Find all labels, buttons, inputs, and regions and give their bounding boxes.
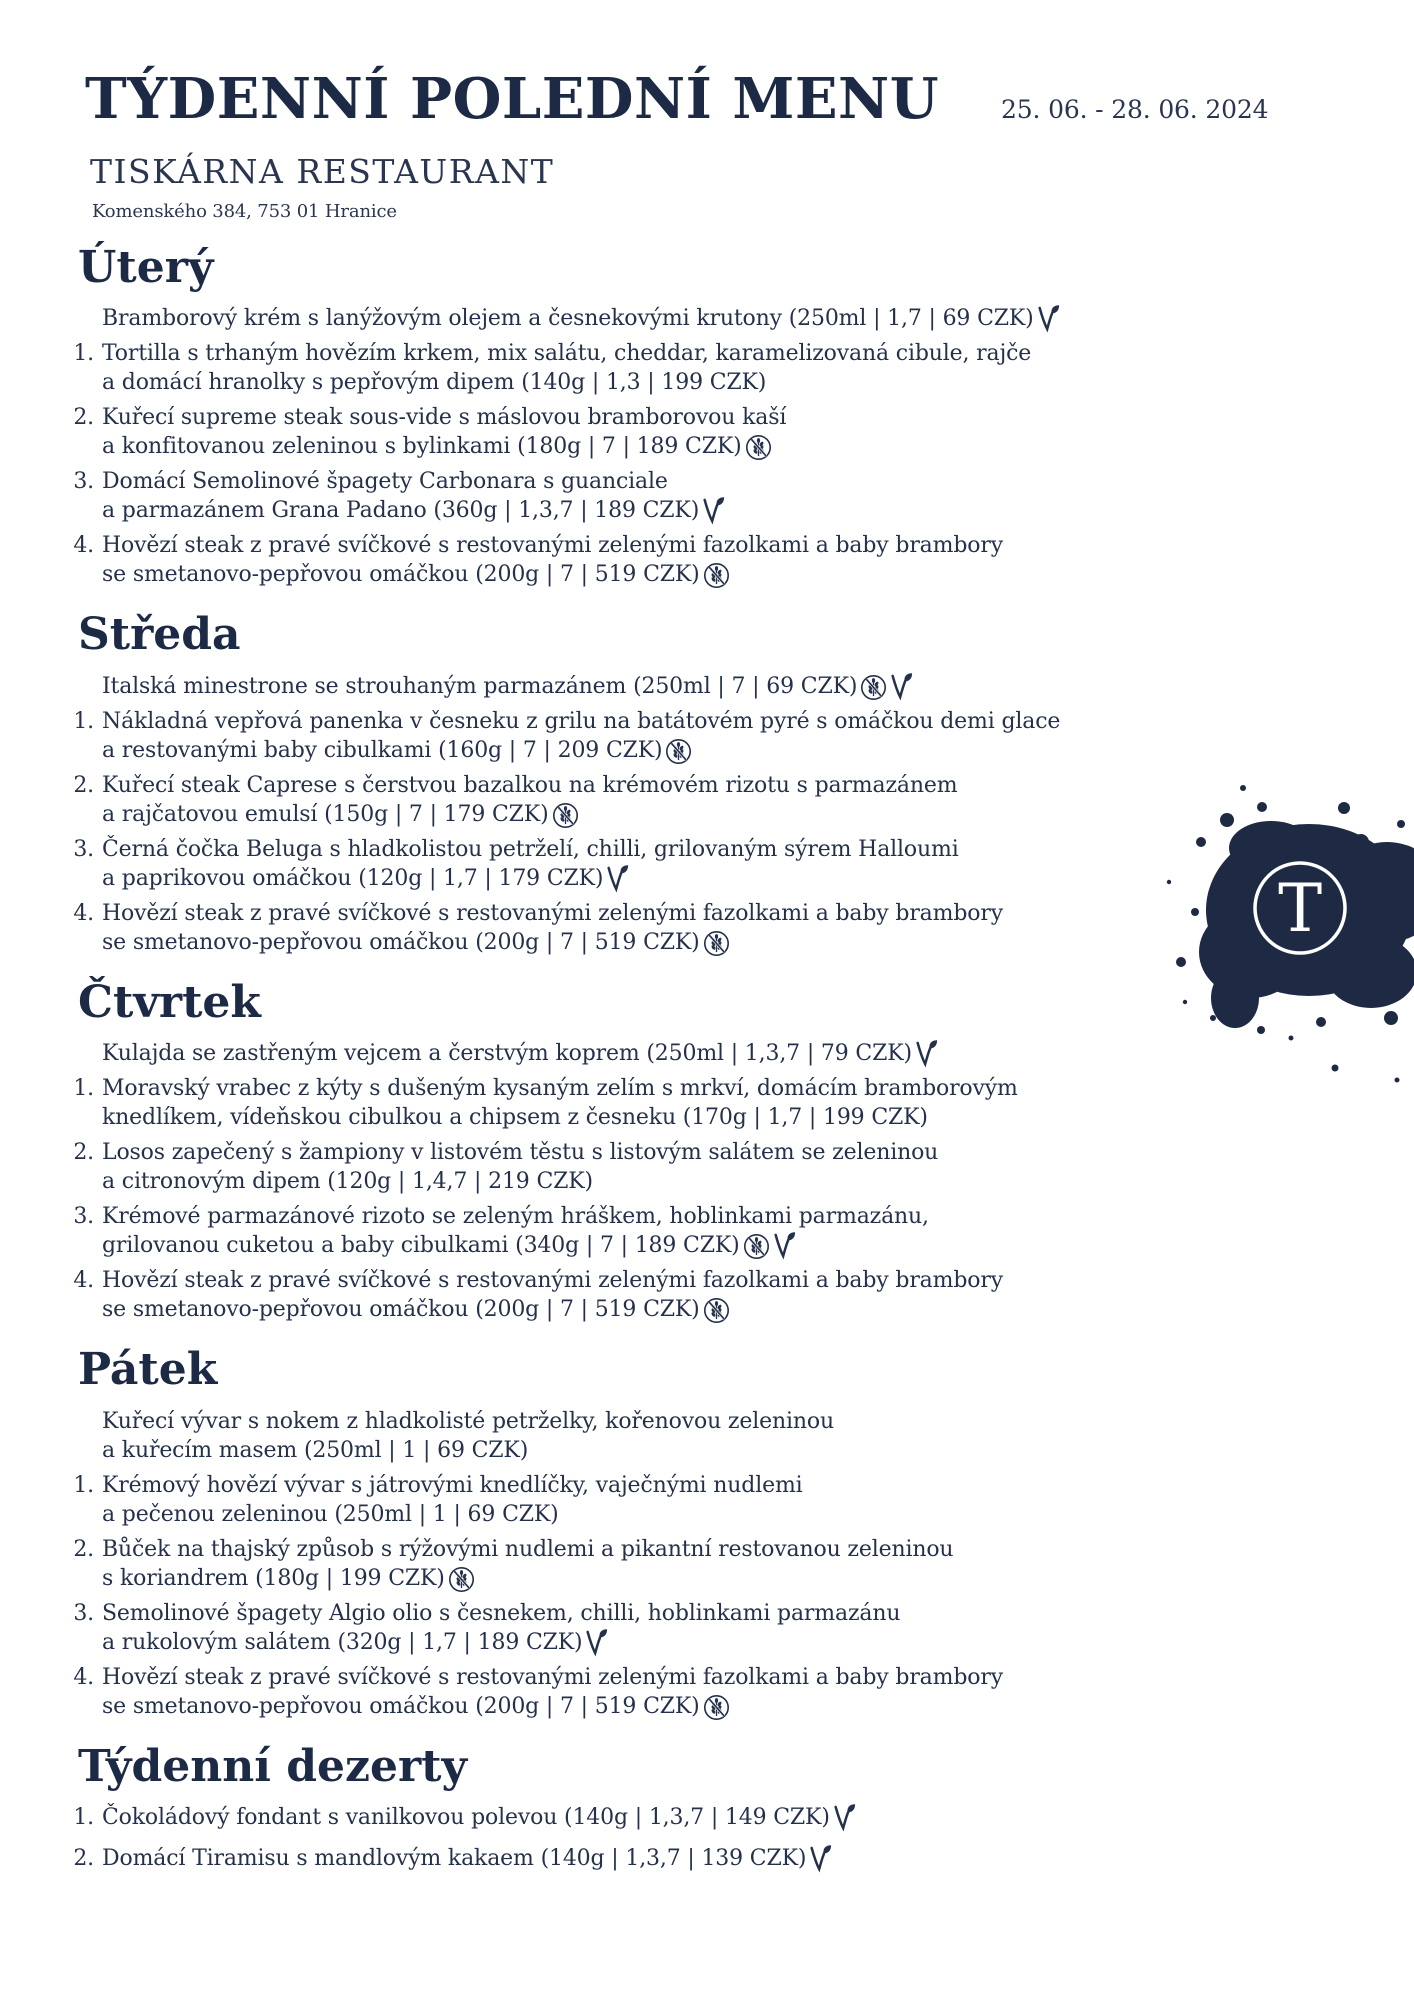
item-line (102, 531, 1282, 560)
item-number: 2. (73, 1536, 94, 1562)
item-text (102, 672, 1282, 701)
item-line-text: Domácí Tiramisu s mandlovým kakaem (140g | 1,3,7 | 139 CZK) (102, 1845, 807, 1871)
item-line (102, 339, 1282, 368)
restaurant-name: TISKÁRNA RESTAURANT (90, 152, 555, 191)
item-line (102, 1039, 1282, 1068)
item-line-text: Bramborový krém s lanýžovým olejem a česnekovými krutony (250ml | 1,7 | 69 CZK) (102, 306, 1034, 332)
item-number: 1. (73, 1076, 94, 1102)
vegetarian-leaf-icon (809, 1844, 832, 1873)
vegetarian-leaf-icon (773, 1231, 796, 1260)
item-line-text: Semolinové špagety Algio olio s česnekem, chilli, hoblinkami parmazánu (102, 1600, 901, 1626)
item-number: 4. (73, 533, 94, 559)
crossed-wheat-icon (665, 738, 692, 765)
section-friday (64, 1346, 1374, 1720)
item-text (102, 1039, 1282, 1068)
item-line-text: a paprikovou omáčkou (120g | 1,7 | 179 CZK) (102, 865, 604, 891)
item-line-text: Krémový hovězí vývar s játrovými knedlíčky, vaječnými nudlemi (102, 1472, 803, 1498)
soup-item (64, 304, 1374, 333)
item-line (102, 800, 1282, 829)
menu-sections (0, 244, 1414, 1873)
logo-letter-t: T (1278, 870, 1322, 947)
item-number (64, 1407, 102, 1465)
item-text (102, 304, 1282, 333)
item-line-text: Tortilla s trhaným hovězím krkem, mix salátu, cheddar, karamelizovaná cibule, rajče (102, 341, 1032, 367)
item-line (102, 1266, 1282, 1295)
section-title-tuesday: Úterý (78, 242, 214, 293)
item-line (102, 1535, 1282, 1564)
menu-item (64, 1844, 1374, 1873)
menu-item (64, 1663, 1374, 1721)
menu-item (64, 899, 1374, 957)
crossed-wheat-icon (552, 802, 579, 829)
item-line-text: se smetanovo-pepřovou omáčkou (200g | 7 | 519 CZK) (102, 562, 700, 588)
item-line-text: Kuřecí steak Caprese s čerstvou bazalkou na krémovém rizotu s parmazánem (102, 772, 958, 798)
item-line-text: Kuřecí vývar s nokem z hladkolisté petrželky, kořenovou zeleninou (102, 1408, 834, 1434)
crossed-wheat-icon (860, 674, 887, 701)
menu-item (64, 339, 1374, 397)
item-line (102, 1564, 1282, 1593)
date-range: 25. 06. - 28. 06. 2024 (1001, 95, 1269, 124)
vegetarian-leaf-icon (1037, 304, 1060, 333)
section-title-desserts: Týdenní dezerty (78, 1740, 468, 1792)
item-text (102, 403, 1282, 461)
menu-item (64, 1266, 1374, 1324)
item-text (102, 1074, 1282, 1132)
item-line-text: Bůček na thajský způsob s rýžovými nudlemi a pikantní restovanou zeleninou (102, 1536, 954, 1562)
item-number: 4. (73, 900, 94, 926)
menu-item (64, 467, 1374, 525)
title-row (85, 66, 1414, 132)
crossed-wheat-icon (703, 1297, 730, 1324)
item-line-text: a citronovým dipem (120g | 1,4,7 | 219 CZK) (102, 1169, 593, 1195)
item-line-text: Kulajda se zastřeným vejcem a čerstvým koprem (250ml | 1,3,7 | 79 CZK) (102, 1041, 912, 1067)
item-line (102, 1407, 1282, 1436)
item-line-text: a kuřecím masem (250ml | 1 | 69 CZK) (102, 1437, 529, 1463)
item-line (102, 1202, 1282, 1231)
item-text (102, 771, 1282, 829)
item-line-text: a restovanými baby cibulkami (160g | 7 | 209 CZK) (102, 737, 663, 763)
item-text (102, 1803, 1282, 1832)
item-number: 4. (73, 1664, 94, 1690)
page-header (0, 0, 1414, 222)
menu-item (64, 1074, 1374, 1132)
item-line (102, 771, 1282, 800)
vegetarian-leaf-icon (890, 672, 913, 701)
item-line (102, 928, 1282, 957)
item-number: 3. (73, 836, 94, 862)
item-text (102, 707, 1282, 765)
item-number: 2. (73, 405, 94, 431)
vegetarian-leaf-icon (606, 864, 629, 893)
item-text (102, 467, 1282, 525)
item-line (102, 1167, 1282, 1196)
item-text (102, 1663, 1282, 1721)
item-line (102, 1692, 1282, 1721)
section-title-wednesday: Středa (78, 609, 241, 661)
soup-item (64, 1407, 1374, 1465)
item-line (102, 560, 1282, 589)
item-line-text: Hovězí steak z pravé svíčkové s restovanými zelenými fazolkami a baby brambory (102, 1268, 1003, 1294)
item-line-text: Nákladná vepřová panenka v česneku z grilu na batátovém pyré s omáčkou demi glace (102, 708, 1061, 734)
item-line (102, 1663, 1282, 1692)
item-text (102, 1407, 1282, 1465)
crossed-wheat-icon (703, 930, 730, 957)
item-line-text: Hovězí steak z pravé svíčkové s restovanými zelenými fazolkami a baby brambory (102, 533, 1003, 559)
item-line-text: Losos zapečený s žampiony v listovém těstu s listovým salátem se zeleninou (102, 1140, 939, 1166)
item-text (102, 1138, 1282, 1196)
item-number: 3. (73, 1600, 94, 1626)
item-number: 1. (73, 1804, 94, 1830)
menu-item (64, 771, 1374, 829)
crossed-wheat-icon (703, 562, 730, 589)
item-line (102, 1138, 1282, 1167)
item-line-text: Kuřecí supreme steak sous-vide s máslovou bramborovou kaší (102, 405, 787, 431)
section-title-thursday: Čtvrtek (78, 976, 261, 1028)
crossed-wheat-icon (703, 1694, 730, 1721)
item-line (102, 1103, 1282, 1132)
item-line (102, 1074, 1282, 1103)
item-number: 1. (73, 1472, 94, 1498)
item-number (64, 304, 102, 333)
item-line-text: Italská minestrone se strouhaným parmazánem (250ml | 7 | 69 CZK) (102, 673, 858, 699)
item-line (102, 1803, 1282, 1832)
item-line-text: Černá čočka Beluga s hladkolistou petrželí, chilli, grilovaným sýrem Halloumi (102, 836, 959, 862)
item-line (102, 864, 1282, 893)
item-line-text: Čokoládový fondant s vanilkovou polevou (140g | 1,3,7 | 149 CZK) (102, 1804, 830, 1830)
item-line (102, 736, 1282, 765)
section-thursday (64, 976, 1374, 1324)
section-title-friday: Pátek (78, 1344, 218, 1396)
item-line (102, 304, 1282, 333)
item-line (102, 1599, 1282, 1628)
item-number: 3. (73, 469, 94, 495)
item-line (102, 1471, 1282, 1500)
menu-item (64, 1803, 1374, 1832)
item-number: 2. (73, 1845, 94, 1871)
item-number: 1. (73, 341, 94, 367)
item-number: 3. (73, 1204, 94, 1230)
soup-item (64, 672, 1374, 701)
crossed-wheat-icon (448, 1566, 475, 1593)
item-line-text: knedlíkem, vídeňskou cibulkou a chipsem z česneku (170g | 1,7 | 199 CZK) (102, 1105, 928, 1131)
item-line (102, 899, 1282, 928)
item-line-text: Krémové parmazánové rizoto se zeleným hráškem, hoblinkami parmazánu, (102, 1204, 929, 1230)
crossed-wheat-icon (743, 1233, 770, 1260)
item-line-text: a rukolovým salátem (320g | 1,7 | 189 CZK) (102, 1629, 583, 1655)
item-text (102, 899, 1282, 957)
item-line (102, 403, 1282, 432)
item-line (102, 1844, 1282, 1873)
item-number: 2. (73, 772, 94, 798)
vegetarian-leaf-icon (585, 1628, 608, 1657)
menu-item (64, 403, 1374, 461)
item-line-text: se smetanovo-pepřovou omáčkou (200g | 7 | 519 CZK) (102, 1693, 700, 1719)
item-line-text: a domácí hranolky s pepřovým dipem (140g | 1,3 | 199 CZK) (102, 370, 767, 396)
item-line-text: se smetanovo-pepřovou omáčkou (200g | 7 | 519 CZK) (102, 1297, 700, 1323)
item-text (102, 1471, 1282, 1529)
item-line-text: se smetanovo-pepřovou omáčkou (200g | 7 | 519 CZK) (102, 929, 700, 955)
item-line-text: grilovanou cuketou a baby cibulkami (340g | 7 | 189 CZK) (102, 1233, 740, 1259)
menu-item (64, 1138, 1374, 1196)
item-line-text: Moravský vrabec z kýty s dušeným kysaným zelím s mrkví, domácím bramborovým (102, 1076, 1018, 1102)
item-line (102, 496, 1282, 525)
item-line (102, 368, 1282, 397)
item-line (102, 467, 1282, 496)
item-line (102, 1295, 1282, 1324)
page-title: TÝDENNÍ POLEDNÍ MENU (85, 66, 940, 132)
item-line (102, 672, 1282, 701)
section-wednesday (64, 611, 1374, 956)
item-text (102, 1202, 1282, 1260)
section-desserts (64, 1740, 1374, 1873)
item-number: 1. (73, 708, 94, 734)
item-number: 4. (73, 1268, 94, 1294)
item-text (102, 1535, 1282, 1593)
item-text (102, 1844, 1282, 1873)
item-number: 2. (73, 1140, 94, 1166)
item-number (64, 672, 102, 701)
menu-item (64, 1599, 1374, 1657)
menu-item (64, 835, 1374, 893)
item-line (102, 707, 1282, 736)
menu-item (64, 1202, 1374, 1260)
item-text (102, 1266, 1282, 1324)
item-line (102, 1231, 1282, 1260)
item-line-text: s koriandrem (180g | 199 CZK) (102, 1565, 445, 1591)
item-text (102, 531, 1282, 589)
item-line (102, 432, 1282, 461)
vegetarian-leaf-icon (702, 496, 725, 525)
item-line (102, 1628, 1282, 1657)
item-text (102, 339, 1282, 397)
restaurant-address: Komenského 384, 753 01 Hranice (92, 201, 397, 222)
item-line-text: a konfitovanou zeleninou s bylinkami (180g | 7 | 189 CZK) (102, 434, 742, 460)
item-line-text: a rajčatovou emulsí (150g | 7 | 179 CZK) (102, 801, 549, 827)
menu-item (64, 1535, 1374, 1593)
item-text (102, 835, 1282, 893)
menu-item (64, 531, 1374, 589)
menu-item (64, 707, 1374, 765)
vegetarian-leaf-icon (915, 1039, 938, 1068)
item-number (64, 1039, 102, 1068)
item-line-text: Hovězí steak z pravé svíčkové s restovanými zelenými fazolkami a baby brambory (102, 1664, 1003, 1690)
item-line-text: a parmazánem Grana Padano (360g | 1,3,7 | 189 CZK) (102, 498, 700, 524)
item-line-text: Domácí Semolinové špagety Carbonara s guanciale (102, 469, 668, 495)
item-line (102, 835, 1282, 864)
item-line (102, 1436, 1282, 1465)
menu-item (64, 1471, 1374, 1529)
item-text (102, 1599, 1282, 1657)
soup-item (64, 1039, 1374, 1068)
item-line-text: a pečenou zeleninou (250ml | 1 | 69 CZK) (102, 1501, 559, 1527)
item-line-text: Hovězí steak z pravé svíčkové s restovanými zelenými fazolkami a baby brambory (102, 900, 1003, 926)
item-line (102, 1500, 1282, 1529)
crossed-wheat-icon (745, 434, 772, 461)
section-tuesday (64, 244, 1374, 589)
vegetarian-leaf-icon (833, 1803, 856, 1832)
